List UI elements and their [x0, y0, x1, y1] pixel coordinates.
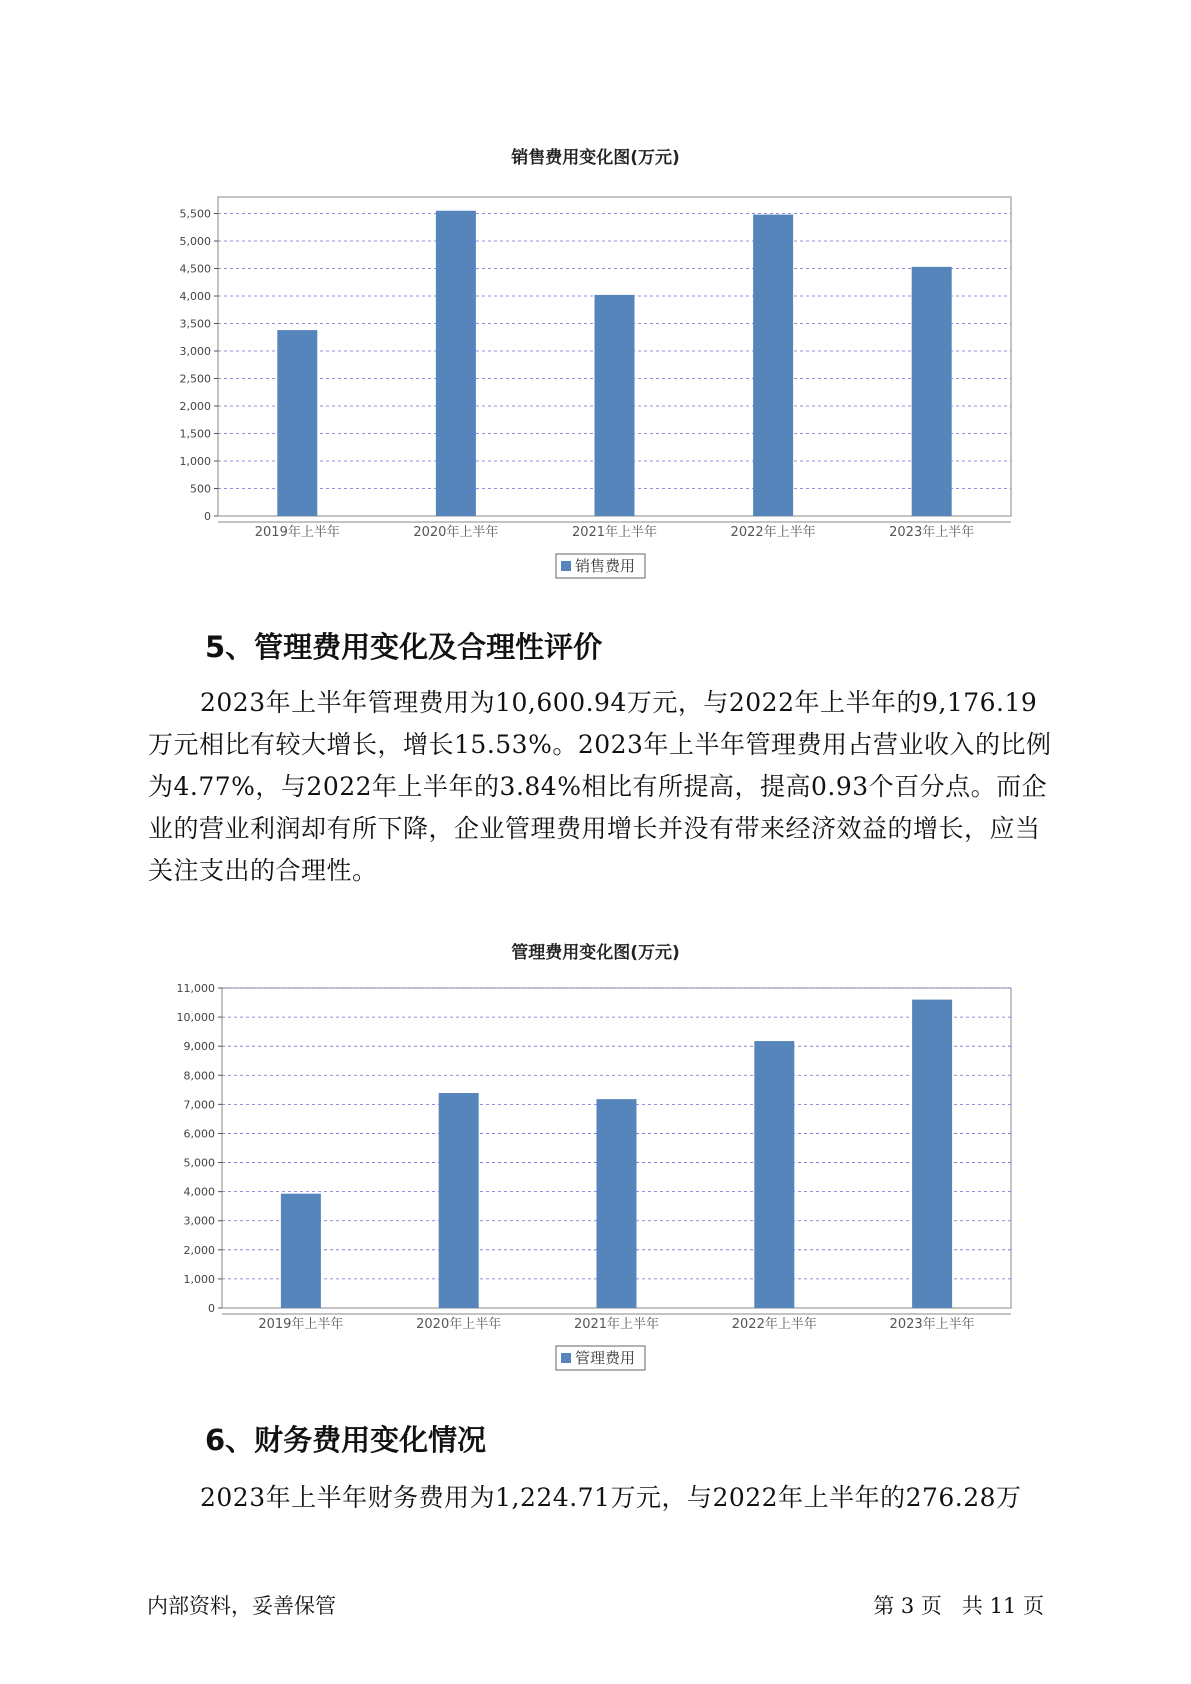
y-tick-label: 2,500 — [179, 372, 211, 386]
section-6-text: 2023年上半年财务费用为1,224.71万元，与2022年上半年的276.28万 — [200, 1483, 1022, 1512]
y-tick-label: 2,000 — [179, 400, 211, 413]
chart-1-title: 销售费用变化图(万元) — [511, 148, 680, 168]
chart-2-title: 管理费用变化图(万元) — [511, 943, 680, 963]
legend — [556, 1346, 645, 1370]
bar — [439, 1093, 479, 1308]
x-tick-label: 2021年上半年 — [571, 525, 658, 540]
admin-expense-chart — [0, 965, 1191, 1385]
y-tick-label: 5,500 — [179, 207, 211, 221]
bar — [597, 1099, 637, 1308]
bar — [753, 215, 793, 516]
legend-label: 管理费用 — [575, 1349, 636, 1367]
y-tick-label: 4,000 — [183, 1185, 215, 1199]
y-tick-label: 0 — [204, 510, 211, 523]
bar — [277, 330, 317, 516]
y-tick-label: 3,000 — [183, 1214, 215, 1228]
y-tick-label: 8,000 — [183, 1069, 215, 1083]
x-tick-label: 2019年上半年 — [254, 525, 340, 540]
y-tick-label: 9,000 — [183, 1040, 215, 1054]
section-6-heading: 6、财务费用变化情况 — [205, 1423, 487, 1457]
bar — [912, 1000, 952, 1308]
y-tick-label: 11,000 — [176, 982, 215, 995]
x-tick-label: 2022年上半年 — [731, 1317, 817, 1332]
y-tick-label: 7,000 — [183, 1098, 215, 1112]
y-tick-label: 6,000 — [183, 1127, 215, 1141]
y-tick-label: 0 — [208, 1302, 215, 1315]
section-5-paragraph — [148, 682, 1058, 892]
y-tick-label: 1,000 — [179, 455, 211, 468]
y-tick-label: 2,000 — [183, 1243, 215, 1257]
y-tick-label: 1,000 — [183, 1272, 215, 1286]
bar — [595, 295, 635, 516]
y-tick-label: 3,000 — [179, 345, 211, 358]
y-tick-label: 500 — [190, 482, 211, 496]
x-tick-label: 2022年上半年 — [730, 525, 816, 540]
y-tick-label: 5,000 — [183, 1156, 215, 1170]
section-5-text: 2023年上半年管理费用为10,600.94万元，与2022年上半年的9,176.19万元相比有较大增长，增长15.53%。2023年上半年管理费用占营业收入的比例为4.77%，与2022年上半年的3.84%相比有所提高，提高0.93个百分点。而企业的营业利润却有所下降，企业管理费用增长并没有带来经济效益的增长，应当关注支出的合理性。 — [148, 688, 1052, 885]
legend-swatch — [561, 1353, 571, 1363]
legend — [556, 554, 645, 578]
x-tick-label: 2019年上半年 — [258, 1317, 344, 1332]
x-tick-label: 2020年上半年 — [416, 1317, 502, 1332]
x-tick-label: 2023年上半年 — [889, 525, 975, 540]
x-tick-label: 2021年上半年 — [573, 1317, 660, 1332]
footer-left: 内部资料，妥善保管 — [147, 1594, 336, 1618]
bar — [754, 1041, 794, 1308]
bar — [912, 267, 952, 516]
x-tick-label: 2020年上半年 — [413, 525, 499, 540]
y-tick-label: 1,500 — [179, 427, 211, 441]
footer-page-number: 第 3 页 共 11 页 — [873, 1594, 1044, 1618]
legend-label: 销售费用 — [575, 557, 636, 575]
section-5-heading: 5、管理费用变化及合理性评价 — [205, 630, 603, 664]
legend-swatch — [561, 561, 571, 571]
section-6-paragraph — [148, 1477, 1058, 1519]
y-tick-label: 4,500 — [179, 262, 211, 276]
bar — [281, 1194, 321, 1308]
sales-expense-chart — [0, 170, 1191, 590]
x-tick-label: 2023年上半年 — [889, 1317, 975, 1332]
y-tick-label: 3,500 — [179, 317, 211, 331]
y-tick-label: 5,000 — [179, 235, 211, 248]
y-tick-label: 10,000 — [176, 1011, 215, 1025]
bar — [436, 211, 476, 516]
y-tick-label: 4,000 — [179, 290, 211, 303]
